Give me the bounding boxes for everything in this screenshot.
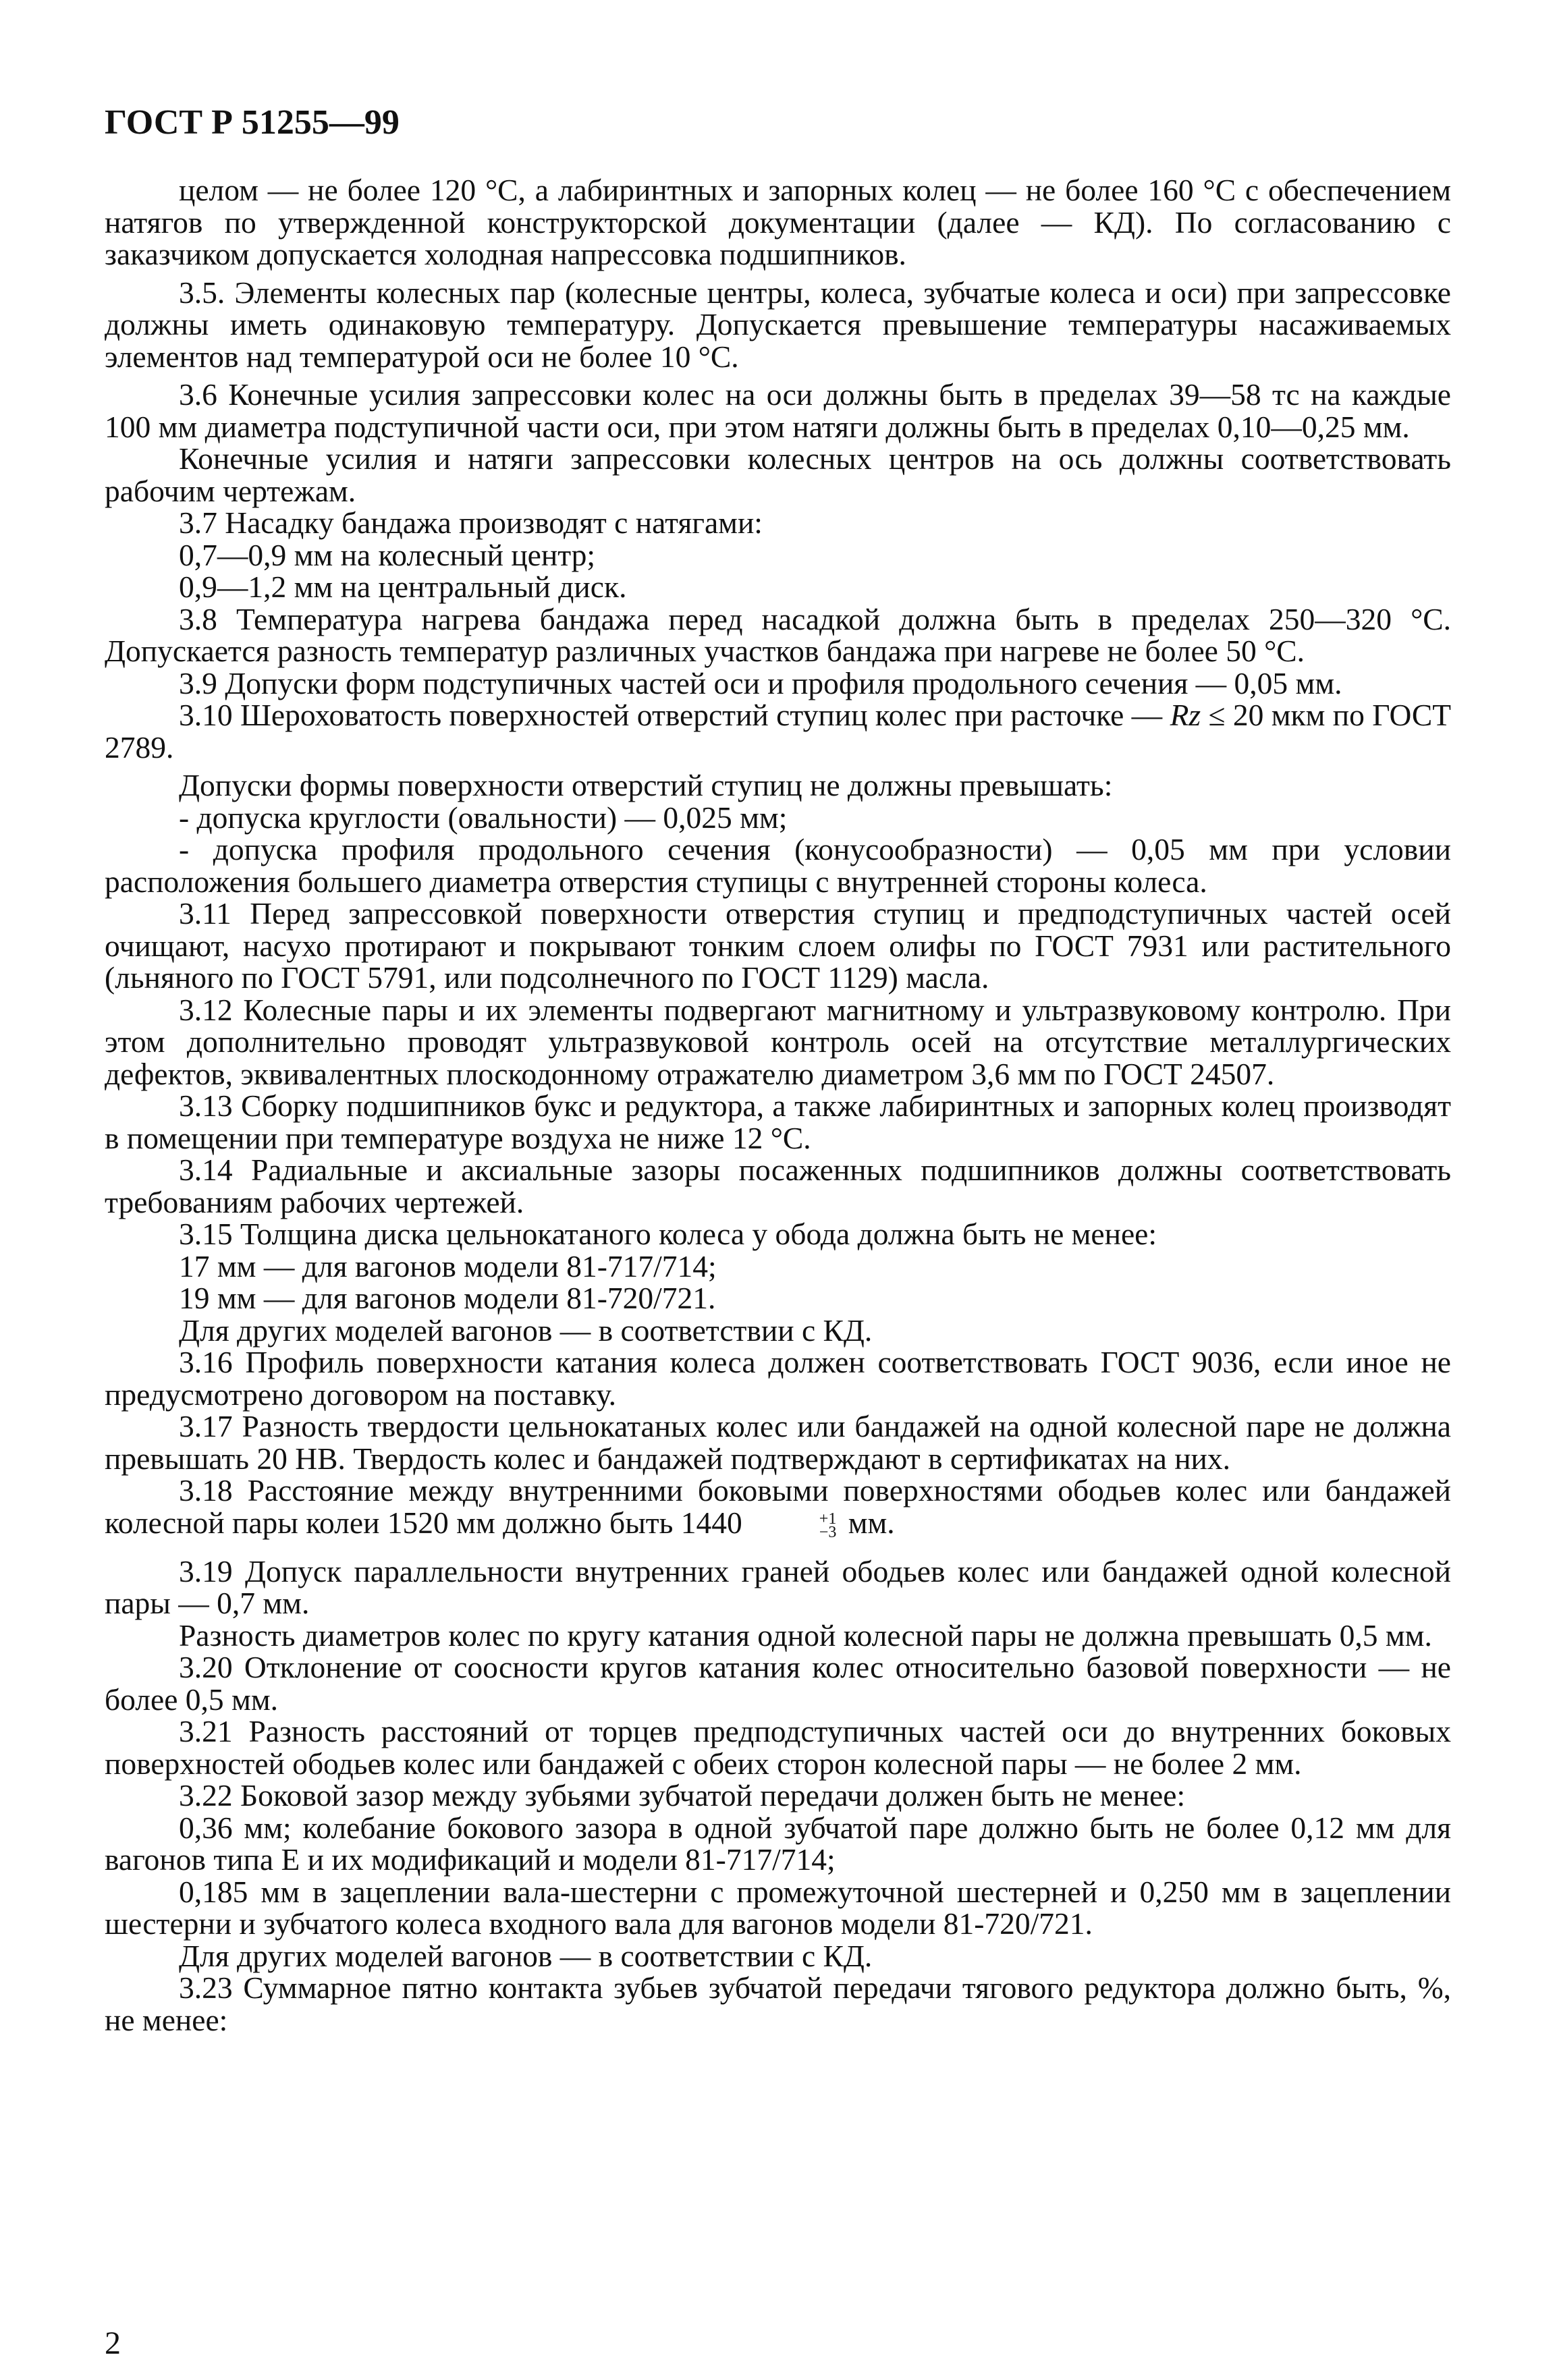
tolerance-symbol xyxy=(745,1512,837,1539)
paragraph-3-10-rest: ≤ 20 мкм по ГОСТ 2789. xyxy=(105,698,1452,765)
paragraph: 0,36 мм; колебание бокового зазора в одной зубчатой паре должно быть не более 0,12 мм для вагонов типа Е и их модификаций и модели 81-717/714; xyxy=(105,1810,1451,1877)
paragraph-3-16: 3.16 Профиль поверхности катания колеса должен соответствовать ГОСТ 9036, если иное не предусмотрено договором на поставку. xyxy=(105,1345,1451,1412)
paragraph: Для других моделей вагонов — в соответствии с КД. xyxy=(179,1938,873,1973)
paragraph-3-18 xyxy=(105,1474,1451,1539)
list-item: - допуска круглости (овальности) — 0,025 мм; xyxy=(179,800,788,835)
paragraph: Конечные усилия и натяги запрессовки колесных центров на ось должны соответствовать рабочим чертежам. xyxy=(105,441,1451,508)
paragraph-3-19: 3.19 Допуск параллельности внутренних граней ободьев колес или бандажей одной колесной пары — 0,7 мм. xyxy=(105,1553,1451,1620)
paragraph-3-17: 3.17 Разность твердости цельнокатаных колес или бандажей на одной колесной паре не должна превышать 20 НВ. Твердость колес и бандажей подтверждают в сертификатах на них. xyxy=(105,1409,1451,1476)
tolerance-lower: −3 xyxy=(819,1523,837,1541)
paragraph-3-5: 3.5. Элементы колесных пар (колесные центры, колеса, зубчатые колеса и оси) при запрессовке должны иметь одинаковую температуру. Допускается превышение температуры насаживаемых элементов над температурой оси не более 10 °С. xyxy=(105,275,1451,374)
paragraph-3-9: 3.9 Допуски форм подступичных частей оси и профиля продольного сечения — 0,05 мм. xyxy=(179,665,1342,700)
paragraph: 17 мм — для вагонов модели 81-717/714; xyxy=(179,1248,717,1283)
paragraph: 0,9—1,2 мм на центральный диск. xyxy=(179,570,627,604)
paragraph-3-23: 3.23 Суммарное пятно контакта зубьев зубчатой передачи тягового редуктора должно быть, %, не менее: xyxy=(105,1970,1451,2037)
paragraph-3-10 xyxy=(105,699,1451,763)
paragraph: Для других моделей вагонов — в соответствии с КД. xyxy=(179,1312,873,1348)
paragraph-3-14: 3.14 Радиальные и аксиальные зазоры посаженных подшипников должны соответствовать требованиям рабочих чертежей. xyxy=(105,1153,1451,1219)
paragraph: Допуски формы поверхности отверстий ступиц не должны превышать: xyxy=(179,768,1113,802)
paragraph: 0,185 мм в зацеплении вала-шестерни с промежуточной шестерней и 0,250 мм в зацеплении шестерни и зубчатого колеса входного вала для вагонов модели 81-720/721. xyxy=(105,1874,1451,1941)
paragraph-3-21: 3.21 Разность расстояний от торцев предподступичных частей оси до внутренних боковых поверхностей ободьев колес или бандажей с обеих сторон колесной пары — не более 2 мм. xyxy=(105,1714,1451,1781)
document-header: ГОСТ Р 51255—99 xyxy=(105,103,400,142)
paragraph-3-11: 3.11 Перед запрессовкой поверхности отверстия ступиц и предподступичных частей осей очищают, насухо протирают и покрывают тонким слоем олифы по ГОСТ 7931 или растительного (льняного по ГОСТ 5791, или подсолнечного по ГОСТ 1129) масла. xyxy=(105,896,1451,995)
paragraph-3-12: 3.12 Колесные пары и их элементы подвергают магнитному и ультразвуковому контролю. При этом дополнительно проводят ультразвуковой контроль осей на отсутствие металлургических дефектов, эквивалентных плоскодонному отражателю диаметром 3,6 мм по ГОСТ 24507. xyxy=(105,992,1451,1091)
paragraph-3-10-text: 3.10 Шероховатость поверхностей отверстий ступиц колес при расточке — xyxy=(179,698,1163,732)
paragraph-3-20: 3.20 Отклонение от соосности кругов катания колес относительно базовой поверхности — не более 0,5 мм. xyxy=(105,1650,1451,1717)
paragraph: Разность диаметров колес по кругу катания одной колесной пары не должна превышать 0,5 мм. xyxy=(179,1617,1432,1653)
paragraph: 19 мм — для вагонов модели 81-720/721. xyxy=(179,1281,716,1315)
paragraph-3-18-text: 3.18 Расстояние между внутренними боковыми поверхностями ободьев колес или бандажей колесной пары колеи 1520 мм должно быть 1440 xyxy=(105,1473,1451,1540)
paragraph-3-13: 3.13 Сборку подшипников букс и редуктора, а также лабиринтных и запорных колец производят в помещении при температуре воздуха не ниже 12 °С. xyxy=(105,1088,1451,1155)
paragraph-3-7: 3.7 Насадку бандажа производят с натягами: xyxy=(179,505,763,540)
list-item: - допуска профиля продольного сечения (конусообразности) — 0,05 мм при условии расположения большего диаметра отверстия ступицы с внутренней стороны колеса. xyxy=(105,832,1451,899)
paragraph-3-18-unit: мм. xyxy=(840,1505,895,1540)
paragraph: 0,7—0,9 мм на колесный центр; xyxy=(179,537,596,572)
document-body xyxy=(105,174,1451,2036)
tolerance-upper: +1 xyxy=(819,1510,837,1528)
paragraph-3-8: 3.8 Температура нагрева бандажа перед насадкой должна быть в пределах 250—320 °С. Допускается разность температур различных участков бандажа при нагреве не более 50 °С. xyxy=(105,601,1451,668)
paragraph-3-22: 3.22 Боковой зазор между зубьями зубчатой передачи должен быть не менее: xyxy=(179,1778,1186,1812)
page-number: 2 xyxy=(105,2325,121,2361)
paragraph-3-15: 3.15 Толщина диска цельнокатаного колеса у обода должна быть не менее: xyxy=(179,1217,1157,1251)
roughness-symbol: Rz xyxy=(1170,698,1201,732)
paragraph-3-6: 3.6 Конечные усилия запрессовки колес на оси должны быть в пределах 39—58 тс на каждые 100 мм диаметра подступичной части оси, при этом натяги должны быть в пределах 0,10—0,25 мм. xyxy=(105,377,1451,444)
paragraph: целом — не более 120 °С, а лабиринтных и запорных колец — не более 160 °С с обеспечением натягов по утвержденной конструкторской документации (далее — КД). По согласованию с заказчиком допускается холодная напрессовка подшипников. xyxy=(105,173,1451,271)
